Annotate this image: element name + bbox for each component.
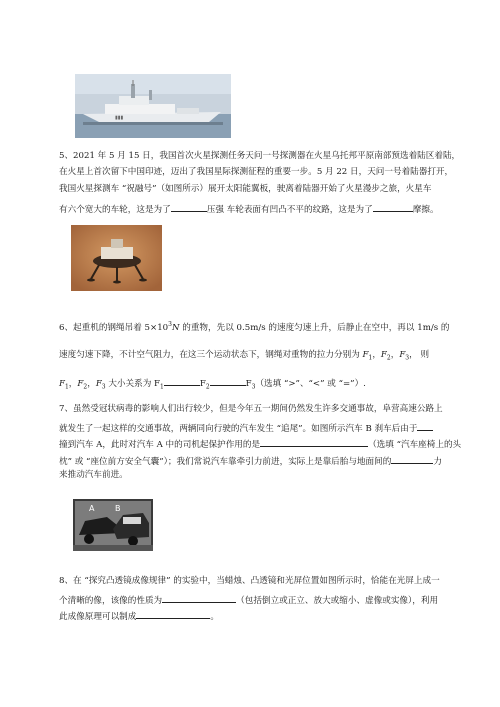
q5-blank-1[interactable] bbox=[171, 202, 207, 212]
q6-then: ， 则 bbox=[409, 350, 430, 360]
q6-l3-comma-1: ， bbox=[68, 379, 78, 389]
q8-line-2-text-b: （包括倒立或正立、放大或缩小、虚像或实像），利用 bbox=[236, 596, 439, 606]
q6-l3-end: （选填 “>”、“<” 或 “=”）. bbox=[255, 379, 366, 389]
q6-l3-sub-a: 1 bbox=[160, 383, 164, 391]
q6-blank-1[interactable] bbox=[164, 376, 200, 386]
q6-f3-sub: 3 bbox=[405, 354, 410, 362]
q7-line-2 bbox=[59, 421, 433, 434]
q7-blank-2[interactable] bbox=[260, 437, 368, 447]
mars-rover-photo bbox=[71, 225, 162, 291]
q6-text-1c: 的重物，先以 0.5m/s 的速度匀速上升，后静止在空中，再以 1m/s 的 bbox=[179, 322, 450, 333]
q8-blank-1[interactable] bbox=[162, 593, 236, 603]
q7-line-3-text-a: 撞到汽车 A，此时对汽车 A 中的司机起保护作用的是 bbox=[59, 440, 261, 450]
q8-line-2 bbox=[59, 593, 438, 606]
q6-text-1a: 6、起重机的钢绳吊着 5×10 bbox=[59, 322, 169, 333]
q7-line-2-text: 就发生了一起这样的交通事故，两辆同向行驶的汽车发生 “追尾”。如图所示汽车 B 刹车后由于 bbox=[59, 424, 418, 434]
q7-line-4-text-b: 力 bbox=[433, 457, 442, 467]
svg-text:▮▮▮: ▮▮▮ bbox=[115, 115, 124, 121]
q6-l3-f1-sub: 1 bbox=[64, 383, 69, 391]
q5-line-4-text-c: 摩擦。 bbox=[412, 205, 439, 215]
q6-l3-f2-sub: 2 bbox=[83, 383, 88, 391]
q8-blank-2[interactable] bbox=[136, 609, 210, 619]
q8-line-1: 8、在 “探究凸透镜成像规律” 的实验中，当蜡烛、凸透镜和光屏位置如图所示时，恰能在光屏上成一 bbox=[59, 576, 440, 586]
q5-line-4 bbox=[59, 202, 439, 215]
q5-line-3: 我国火星探测车 “祝融号”（如图所示）展开太阳能翼板，驶离着陆器开始了火星漫步之旅，火星车 bbox=[59, 184, 432, 194]
q6-blank-2[interactable] bbox=[210, 376, 246, 386]
q6-text-2a: 速度匀速下降，不计空气阻力，在这三个运动状态下，钢绳对重物的拉力分别为 bbox=[59, 350, 363, 360]
q6-l3-f2: F bbox=[77, 379, 84, 389]
ship-photo bbox=[75, 74, 231, 138]
q6-l3-sub-b: 2 bbox=[205, 383, 210, 391]
q7-line-1: 7、虽然受冠状病毒的影响人们出行较少，但是今年五一期间仍然发生许多交通事故，阜营高速公路上 bbox=[59, 404, 443, 414]
q6-f1-sub: 1 bbox=[368, 354, 373, 362]
q6-l3-f3: F bbox=[95, 379, 102, 389]
q5-line-1: 5、2021 年 5 月 15 日，我国首次火星探测任务天问一号探测器在火星乌托邦平原南部预选着陆区着陆， bbox=[59, 151, 461, 161]
q6-f3: F bbox=[399, 350, 406, 360]
q6-line-2 bbox=[59, 351, 429, 362]
q6-comma-2: ， bbox=[390, 350, 400, 360]
q7-blank-1[interactable] bbox=[417, 421, 433, 431]
q6-exponent: 3 bbox=[168, 321, 172, 328]
q7-line-3-text-b: （选填 “汽车座椅上的头 bbox=[368, 440, 462, 450]
q5-line-4-text-b: 压强 车轮表面有凹凸不平的纹路，这是为了 bbox=[206, 205, 373, 215]
q6-l3-f3-sub: 3 bbox=[101, 383, 106, 391]
car-collision-photo bbox=[73, 499, 153, 551]
q7-blank-3[interactable] bbox=[391, 454, 433, 464]
q6-line-1 bbox=[59, 322, 449, 332]
q6-l3-f-c: F bbox=[245, 379, 252, 389]
car-label-a: A bbox=[89, 504, 95, 513]
q6-f2-sub: 2 bbox=[386, 354, 391, 362]
q5-blank-2[interactable] bbox=[373, 202, 413, 212]
q8-line-3-text-a: 此成像原理可以制成 bbox=[59, 612, 137, 622]
q5-line-4-text-a: 有六个宽大的车轮，这是为了 bbox=[59, 205, 171, 215]
car-label-b: B bbox=[115, 504, 121, 513]
q6-l3-mid: 大小关系为 F bbox=[105, 379, 161, 389]
q7-line-3 bbox=[59, 437, 461, 450]
q6-unit-n: N bbox=[171, 322, 180, 333]
q7-line-4 bbox=[59, 454, 442, 467]
q8-line-3 bbox=[59, 609, 219, 622]
q6-line-3 bbox=[59, 376, 366, 391]
q6-l3-f1: F bbox=[59, 379, 65, 389]
q6-f2: F bbox=[380, 350, 387, 360]
q6-f1: F bbox=[362, 350, 369, 360]
q6-l3-f-b: F bbox=[199, 379, 206, 389]
q7-line-5: 来推动汽车前进。 bbox=[59, 470, 128, 480]
q6-l3-sub-c: 3 bbox=[251, 383, 256, 391]
q6-l3-comma-2: ， bbox=[87, 379, 96, 389]
q5-line-2: 在火星上首次留下中国印迹，迈出了我国星际探测征程的重要一步。5 月 22 日，天问一号着陆器打开， bbox=[59, 167, 454, 177]
q6-comma-1: ， bbox=[372, 350, 381, 360]
q8-line-3-text-b: 。 bbox=[210, 612, 219, 622]
q7-line-4-text-a: 枕” 或 “座位前方安全气囊”）；我们常说汽车靠牵引力前进，实际上是靠后胎与地面间的 bbox=[59, 457, 392, 467]
q8-line-2-text-a: 个清晰的像，该像的性质为 bbox=[59, 596, 163, 606]
